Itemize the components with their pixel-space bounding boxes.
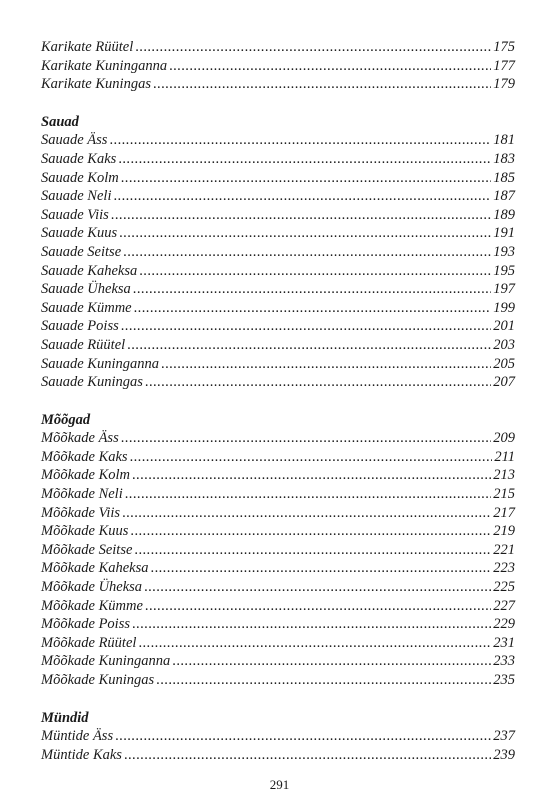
toc-entry-page: 181 — [493, 132, 515, 149]
toc-entry-page: 227 — [493, 597, 515, 614]
section-heading: Sauad — [41, 113, 79, 130]
toc-entry — [41, 522, 515, 541]
toc-entry-label: Mõõkade Kuningas — [41, 672, 155, 688]
toc-entry-label: Mõõkade Kaheksa — [41, 560, 149, 577]
toc-entry-label: Sauade Seitse — [41, 243, 122, 260]
toc-entry-page: 231 — [493, 634, 515, 651]
toc-entry — [41, 57, 515, 76]
toc-entry — [41, 597, 515, 616]
toc-entry-label: Müntide Kaks — [41, 746, 122, 763]
toc-entry-page: 221 — [493, 541, 515, 558]
toc-entry-label: Mõõkade Kolm — [41, 467, 130, 484]
toc-entry-leader — [124, 746, 491, 765]
toc-entry-page: 175 — [493, 39, 515, 55]
toc-entry-label: Sauade Viis — [41, 206, 109, 223]
toc-section-cups-continued — [41, 38, 515, 94]
toc-entry-page: 187 — [493, 188, 515, 205]
toc-entry — [41, 243, 515, 262]
toc-entry-page: 223 — [493, 560, 515, 577]
toc-entry-leader — [144, 578, 491, 597]
toc-entry-leader — [156, 671, 491, 690]
toc-entry-leader — [145, 597, 491, 616]
toc-entry — [41, 448, 515, 467]
toc-entry-page: 237 — [493, 728, 515, 745]
toc-entry — [41, 429, 515, 448]
toc-entry-page: 233 — [493, 653, 515, 670]
toc-entry-leader — [122, 504, 491, 523]
toc-entry-leader — [118, 150, 491, 169]
toc-entry-leader — [130, 522, 491, 541]
toc-entry-label: Mõõkade Neli — [41, 486, 123, 503]
toc-entry-label: Karikate Kuninganna — [41, 57, 168, 74]
toc-entry-leader — [145, 373, 491, 392]
toc-entry — [41, 262, 515, 281]
toc-entry-leader — [127, 336, 491, 355]
toc-entry-label: Karikate Kuningas — [41, 76, 151, 93]
section-spacer — [41, 392, 515, 411]
toc-entry-label: Mõõkade Äss — [41, 430, 119, 447]
toc-entry-page: 239 — [493, 746, 515, 763]
toc-entry-leader — [130, 448, 493, 467]
toc-entry — [41, 317, 515, 336]
toc-entry-label: Mõõkade Rüütel — [41, 634, 137, 651]
toc-entry-label: Mõõkade Kuus — [41, 523, 129, 540]
toc-entry-leader — [113, 187, 491, 206]
toc-entry — [41, 504, 515, 523]
section-heading: Mõõgad — [41, 411, 91, 428]
toc-entry-leader — [134, 541, 491, 560]
toc-entry — [41, 485, 515, 504]
toc-entry-page: 193 — [493, 243, 515, 260]
toc-entry-label: Mõõkade Kaks — [41, 448, 128, 465]
toc-entry-leader — [134, 299, 492, 318]
toc-entry — [41, 38, 515, 57]
toc-entry-leader — [121, 169, 492, 188]
toc-entry-label: Sauade Äss — [41, 132, 108, 149]
toc-entry-page: 199 — [493, 299, 515, 316]
toc-entry-leader — [139, 262, 491, 281]
toc-entry — [41, 131, 515, 150]
toc-entry — [41, 150, 515, 169]
toc-entry-leader — [169, 57, 491, 76]
toc-entry — [41, 746, 515, 765]
toc-entry — [41, 671, 515, 690]
toc-entry-page: 203 — [493, 336, 515, 353]
toc-entry-label: Mõõkade Seitse — [41, 541, 133, 558]
toc-entry-label: Mõõkade Poiss — [41, 616, 130, 633]
toc-entry — [41, 75, 515, 94]
toc-entry — [41, 615, 515, 634]
toc-entry-page: 211 — [494, 448, 515, 465]
toc-entry-page: 229 — [493, 616, 515, 633]
toc-entry-page: 197 — [493, 281, 515, 298]
toc-entry-page: 201 — [493, 318, 515, 335]
toc-entry-label: Müntide Äss — [41, 728, 114, 745]
toc-entry-page: 177 — [493, 57, 515, 74]
toc-entry-page: 195 — [493, 262, 515, 279]
toc-entry-label: Mõõkade Viis — [41, 504, 121, 521]
toc-entry — [41, 169, 515, 188]
toc-entry-leader — [121, 429, 492, 448]
toc-entry-label: Sauade Neli — [41, 188, 112, 205]
toc-entry — [41, 466, 515, 485]
toc-entry-label: Mõõkade Üheksa — [41, 579, 143, 596]
toc-entry-leader — [138, 634, 491, 653]
toc-entry-leader — [115, 727, 491, 746]
toc-entry-page: 185 — [493, 169, 515, 186]
toc-section-swords — [41, 411, 515, 690]
toc-entry-label: Sauade Kolm — [41, 169, 119, 186]
toc-entry — [41, 541, 515, 560]
toc-entry-label: Sauade Rüütel — [41, 336, 126, 353]
toc-entry — [41, 373, 515, 392]
toc-entry-page: 219 — [493, 523, 515, 540]
toc-entry-leader — [119, 224, 491, 243]
toc-entry-label: Sauade Kuus — [41, 225, 118, 242]
toc-entry-leader — [109, 131, 491, 150]
toc-entry-page: 189 — [493, 206, 515, 223]
toc-entry-page: 235 — [493, 672, 515, 688]
toc-entry-label: Sauade Kaks — [41, 150, 117, 167]
section-spacer — [41, 690, 515, 709]
toc-section-wands — [41, 113, 515, 392]
toc-entry-page: 205 — [493, 355, 515, 372]
toc-entry-leader — [123, 243, 491, 262]
toc-entry-page: 225 — [493, 579, 515, 596]
toc-section-coins — [41, 709, 515, 765]
toc-entry-label: Sauade Kaheksa — [41, 262, 138, 279]
toc-entry-label: Sauade Poiss — [41, 318, 119, 335]
toc-entry-page: 209 — [493, 430, 515, 447]
toc-entry-leader — [132, 466, 491, 485]
toc-entry — [41, 727, 515, 746]
table-of-contents — [41, 38, 515, 764]
toc-entry-leader — [132, 615, 491, 634]
toc-entry — [41, 187, 515, 206]
toc-entry-leader — [151, 559, 492, 578]
toc-entry-page: 191 — [493, 225, 515, 242]
toc-entry — [41, 578, 515, 597]
toc-entry-leader — [161, 355, 491, 374]
toc-entry-page: 207 — [493, 374, 515, 391]
toc-entry-label: Sauade Kümme — [41, 299, 132, 316]
toc-entry-leader — [121, 317, 492, 336]
section-heading: Mündid — [41, 709, 89, 726]
toc-entry — [41, 652, 515, 671]
toc-entry-leader — [172, 652, 491, 671]
toc-entry-label: Karikate Rüütel — [41, 39, 134, 55]
toc-entry — [41, 280, 515, 299]
toc-entry-leader — [111, 206, 491, 225]
section-spacer — [41, 94, 515, 113]
toc-entry — [41, 559, 515, 578]
toc-entry — [41, 299, 515, 318]
toc-entry-page: 183 — [493, 150, 515, 167]
toc-entry-page: 213 — [493, 467, 515, 484]
toc-entry-label: Sauade Kuningas — [41, 374, 143, 391]
toc-entry-label: Sauade Kuninganna — [41, 355, 160, 372]
toc-entry-label: Mõõkade Kuninganna — [41, 653, 171, 670]
toc-entry — [41, 355, 515, 374]
toc-entry-leader — [135, 38, 491, 57]
toc-entry-leader — [125, 485, 492, 504]
toc-entry — [41, 206, 515, 225]
page-number: 291 — [269, 777, 290, 792]
toc-entry-leader — [153, 75, 491, 94]
toc-entry-label: Sauade Üheksa — [41, 281, 131, 298]
toc-entry — [41, 336, 515, 355]
toc-entry-page: 215 — [493, 486, 515, 503]
toc-entry — [41, 634, 515, 653]
toc-entry-label: Mõõkade Kümme — [41, 597, 143, 614]
toc-entry-leader — [133, 280, 491, 299]
toc-entry-page: 179 — [493, 76, 515, 93]
toc-entry — [41, 224, 515, 243]
toc-entry-page: 217 — [493, 504, 515, 521]
